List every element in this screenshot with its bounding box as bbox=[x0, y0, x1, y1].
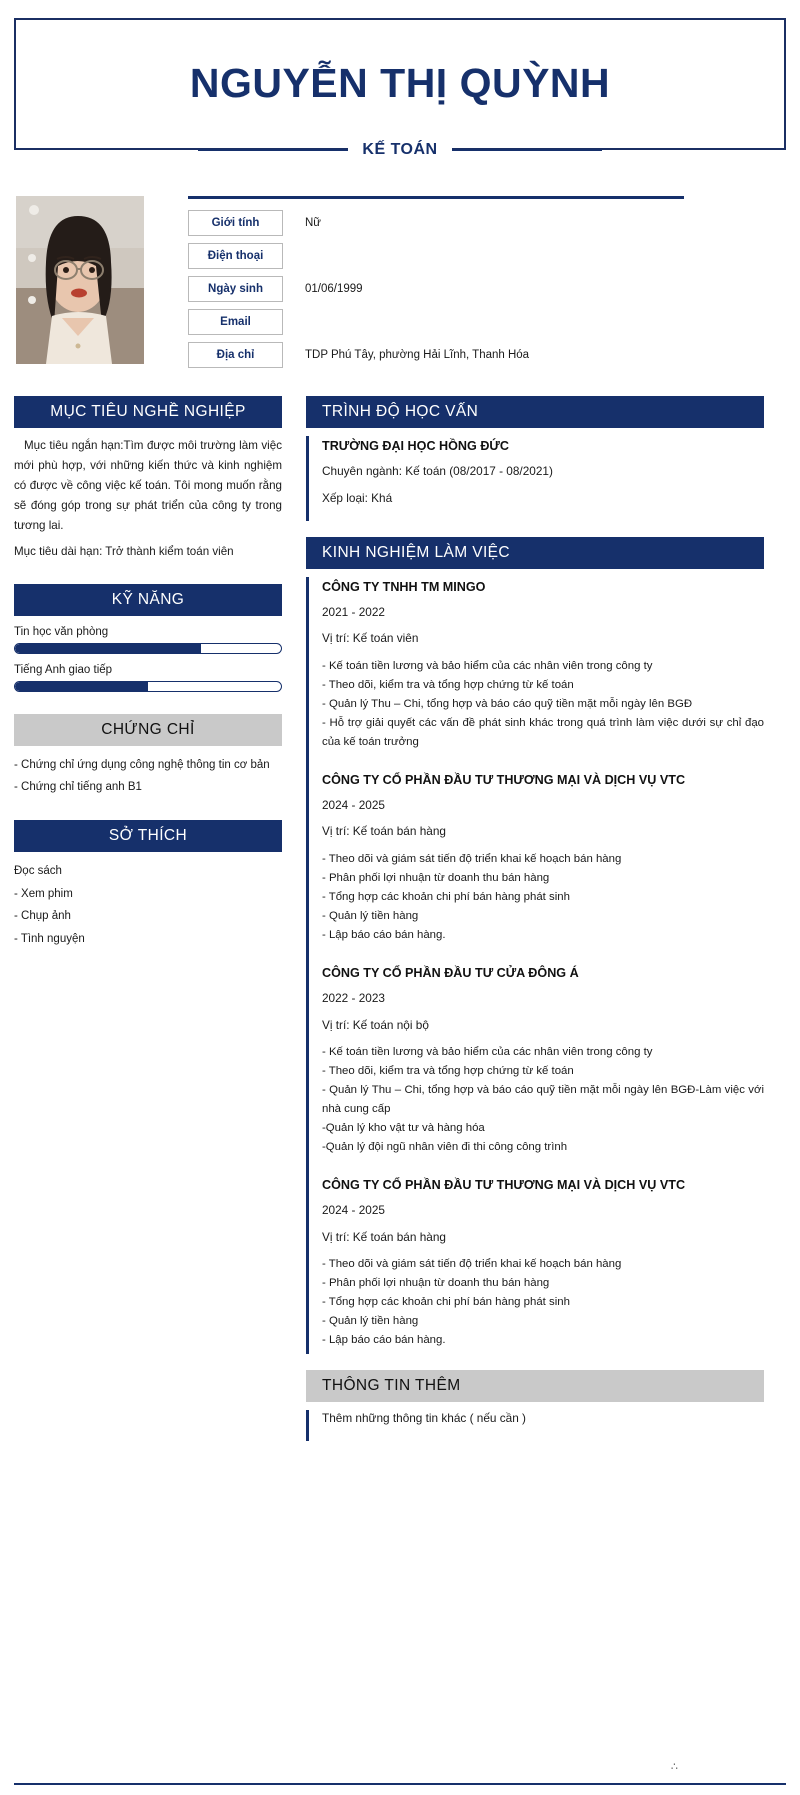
spacer bbox=[322, 1157, 764, 1175]
experience-bullet: - Hỗ trợ giải quyết các vấn đề phát sinh khác trong quá trình làm việc dưới sự chỉ đạo của kế toán trưởng bbox=[322, 716, 764, 748]
contact-label-email: Email bbox=[188, 309, 283, 336]
experience-bullet: - Tổng hợp các khoản chi phí bán hàng phát sinh bbox=[322, 1296, 570, 1309]
main-right bbox=[306, 396, 786, 1441]
experience-bullet: - Quản lý Thu – Chi, tổng hợp và báo cáo quỹ tiền mặt mỗi ngày lên BGĐ-Làm việc với nhà cung cấp bbox=[322, 1084, 764, 1116]
skill-progress-bar bbox=[14, 643, 282, 654]
contact-row-address bbox=[188, 341, 684, 369]
contact-row-birthdate bbox=[188, 275, 684, 303]
experience-bullet: - Quản lý tiền hàng bbox=[322, 909, 419, 922]
contact-label-address: Địa chỉ bbox=[188, 342, 283, 369]
job-title-rule-right bbox=[452, 149, 602, 151]
job-title-band bbox=[16, 141, 784, 159]
additional-entry bbox=[306, 1410, 764, 1441]
experience-bullet: - Theo dõi và giám sát tiến độ triển khai kế hoạch bán hàng bbox=[322, 1258, 622, 1271]
sidebar-left bbox=[14, 396, 282, 950]
contact-value-address: TDP Phú Tây, phường Hải Lĩnh, Thanh Hóa bbox=[305, 349, 530, 361]
contact-label-birthdate: Ngày sinh bbox=[188, 276, 283, 303]
contact-value-birthdate: 01/06/1999 bbox=[305, 283, 363, 295]
experience-entry bbox=[306, 577, 764, 1354]
contact-label-phone: Điện thoại bbox=[188, 243, 283, 270]
hobby-item: - Xem phim bbox=[14, 887, 73, 900]
experience-bullets bbox=[322, 850, 764, 945]
contact-row-gender bbox=[188, 209, 684, 237]
education-major: Chuyên ngành: Kế toán (08/2017 - 08/2021) bbox=[322, 464, 553, 479]
contact-row-phone bbox=[188, 242, 684, 270]
experience-bullet: - Kế toán tiền lương và bảo hiểm của các nhân viên trong công ty bbox=[322, 660, 653, 673]
footer-divider bbox=[14, 1783, 786, 1785]
section-heading-objective: MỤC TIÊU NGHỀ NGHIỆP bbox=[14, 396, 282, 428]
experience-bullet: - Phân phối lợi nhuận từ doanh thu bán hàng bbox=[322, 872, 550, 885]
section-heading-experience: KINH NGHIỆM LÀM VIỆC bbox=[306, 537, 764, 569]
certificate-item: - Chứng chỉ ứng dụng công nghệ thông tin cơ bản bbox=[14, 758, 270, 771]
experience-bullet: - Theo dõi, kiểm tra và tổng hợp chứng từ kế toán bbox=[322, 678, 574, 691]
header-box bbox=[14, 18, 786, 158]
experience-company: CÔNG TY CỔ PHẦN ĐẦU TƯ CỬA ĐÔNG Á bbox=[322, 965, 579, 980]
experience-bullet: - Lập báo cáo bán hàng. bbox=[322, 1334, 446, 1347]
section-heading-hobbies: SỞ THÍCH bbox=[14, 820, 282, 852]
job-title-rule-left bbox=[198, 149, 348, 151]
experience-years: 2021 - 2022 bbox=[322, 604, 385, 619]
objective-paragraph-long: Mục tiêu dài hạn: Trở thành kiểm toán viên bbox=[14, 544, 234, 558]
experience-bullet: - Quản lý Thu – Chi, tổng hợp và báo cáo quỹ tiền mặt mỗi ngày lên BGĐ bbox=[322, 697, 693, 710]
hobby-item: - Tình nguyện bbox=[14, 932, 85, 945]
contact-divider bbox=[188, 196, 684, 199]
contact-section bbox=[14, 196, 786, 374]
spacer bbox=[322, 752, 764, 770]
page-title: NGUYỄN THỊ QUỲNH bbox=[189, 60, 611, 107]
experience-bullet: -Quản lý kho vật tư và hàng hóa bbox=[322, 1121, 485, 1134]
section-heading-certificates: CHỨNG CHỈ bbox=[14, 714, 282, 746]
section-heading-skills: KỸ NĂNG bbox=[14, 584, 282, 616]
contact-label-gender: Giới tính bbox=[188, 210, 283, 237]
hobby-item: Đọc sách bbox=[14, 865, 62, 878]
experience-bullet: - Theo dõi, kiểm tra và tổng hợp chứng từ kế toán bbox=[322, 1065, 574, 1078]
section-heading-additional: THÔNG TIN THÊM bbox=[306, 1370, 764, 1402]
experience-position: Vị trí: Kế toán bán hàng bbox=[322, 1229, 446, 1244]
skill-progress-bar bbox=[14, 681, 282, 692]
experience-bullets bbox=[322, 1255, 764, 1350]
experience-years: 2022 - 2023 bbox=[322, 990, 385, 1005]
objective-paragraph-short: Mục tiêu ngắn hạn:Tìm được môi trường làm việc mới phù hợp, với những kiến thức và kinh nghiệm có được về công việc kế toán. Tôi mong muốn rằng sẽ đóng góp trong sự phát triển của công ty trong tương lai. bbox=[14, 439, 282, 532]
hobby-item: - Chụp ảnh bbox=[14, 910, 71, 923]
body-columns bbox=[14, 396, 786, 1441]
skill-name: Tiếng Anh giao tiếp bbox=[14, 663, 113, 676]
section-heading-education: TRÌNH ĐỘ HỌC VẤN bbox=[306, 396, 764, 428]
experience-bullet: -Quản lý đội ngũ nhân viên đi thi công công trình bbox=[322, 1140, 568, 1153]
experience-years: 2024 - 2025 bbox=[322, 1202, 385, 1217]
certificate-item: - Chứng chỉ tiếng anh B1 bbox=[14, 781, 142, 794]
experience-bullets bbox=[322, 657, 764, 752]
spacer bbox=[322, 945, 764, 963]
experience-company: CÔNG TY CỔ PHẦN ĐẦU TƯ THƯƠNG MẠI VÀ DỊCH VỤ VTC bbox=[322, 772, 686, 787]
experience-company: CÔNG TY CỔ PHẦN ĐẦU TƯ THƯƠNG MẠI VÀ DỊCH VỤ VTC bbox=[322, 1177, 686, 1192]
experience-bullet: - Lập báo cáo bán hàng. bbox=[322, 928, 446, 941]
skill-item bbox=[14, 626, 282, 654]
avatar bbox=[16, 196, 144, 364]
experience-bullets bbox=[322, 1043, 764, 1157]
experience-years: 2024 - 2025 bbox=[322, 797, 385, 812]
experience-bullet: - Quản lý tiền hàng bbox=[322, 1315, 419, 1328]
education-school: TRƯỜNG ĐẠI HỌC HỒNG ĐỨC bbox=[322, 439, 509, 453]
skill-progress-fill bbox=[15, 682, 148, 691]
experience-position: Vị trí: Kế toán nội bộ bbox=[322, 1017, 429, 1032]
additional-text: Thêm những thông tin khác ( nếu cần ) bbox=[322, 1410, 526, 1425]
skill-item bbox=[14, 664, 282, 692]
skill-name: Tin học văn phòng bbox=[14, 625, 109, 638]
job-title: KẾ TOÁN bbox=[348, 141, 451, 159]
contact-value-gender: Nữ bbox=[305, 217, 322, 229]
skill-progress-fill bbox=[15, 644, 201, 653]
experience-position: Vị trí: Kế toán bán hàng bbox=[322, 824, 446, 839]
experience-bullet: - Theo dõi và giám sát tiến độ triển khai kế hoạch bán hàng bbox=[322, 853, 622, 866]
education-grade: Xếp loại: Khá bbox=[322, 490, 393, 505]
experience-company: CÔNG TY TNHH TM MINGO bbox=[322, 579, 486, 594]
experience-bullet: - Phân phối lợi nhuận từ doanh thu bán hàng bbox=[322, 1277, 550, 1290]
decorative-dots: ∴ bbox=[671, 1761, 680, 1773]
contact-details bbox=[188, 196, 786, 374]
contact-row-email bbox=[188, 308, 684, 336]
experience-bullet: - Kế toán tiền lương và bảo hiểm của các nhân viên trong công ty bbox=[322, 1046, 653, 1059]
experience-position: Vị trí: Kế toán viên bbox=[322, 631, 419, 646]
experience-bullet: - Tổng hợp các khoản chi phí bán hàng phát sinh bbox=[322, 891, 570, 903]
education-entry bbox=[306, 436, 764, 521]
